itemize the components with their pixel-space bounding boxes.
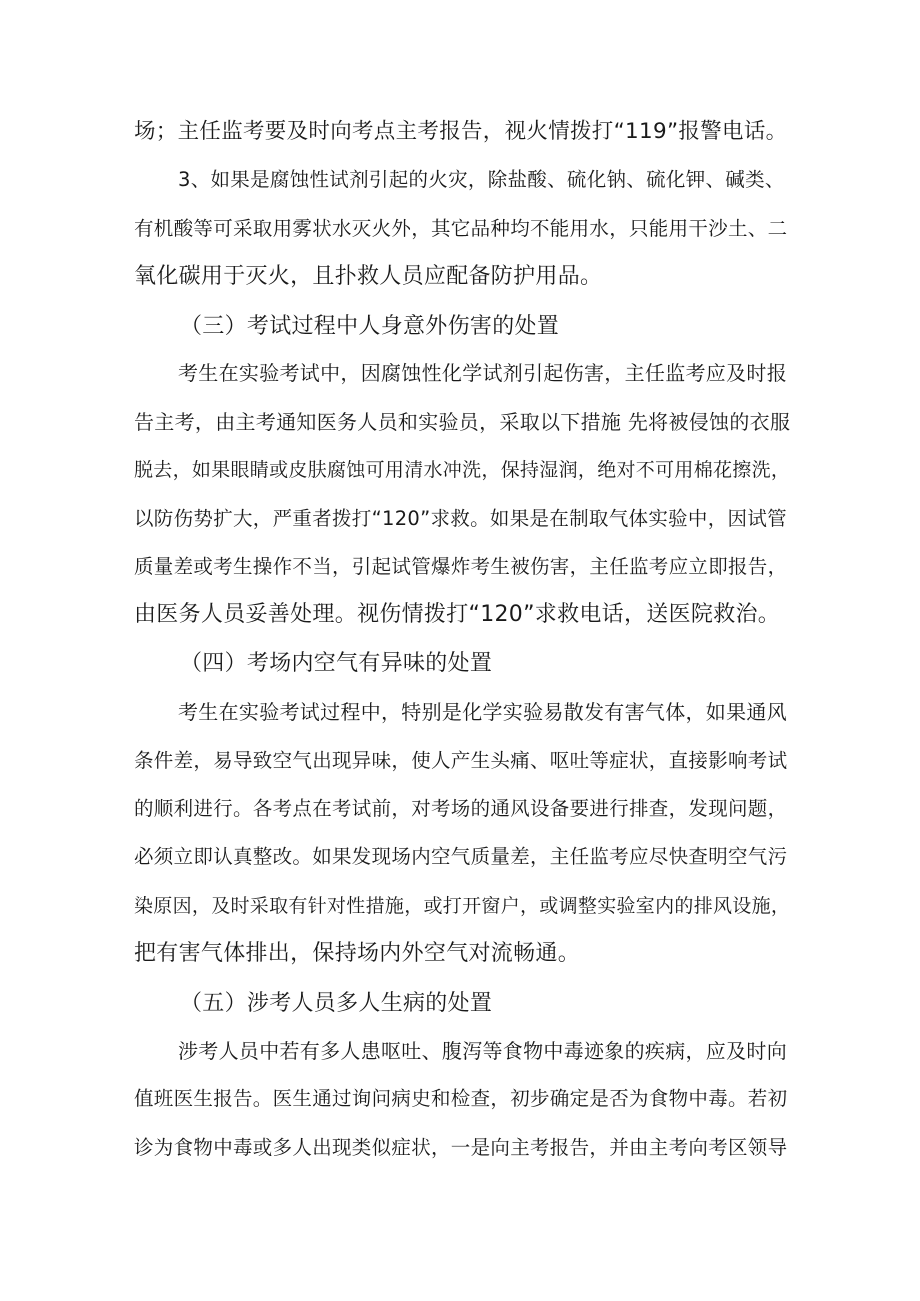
text-line: 诊为食物中毒或多人出现类似症状，一是向主考报告，并由主考向考区领导 — [134, 1136, 788, 1159]
text-line: 脱去，如果眼睛或皮肤腐蚀可用清水冲洗，保持湿润，绝对不可用棉花擦洗， — [134, 459, 791, 481]
text-line: 告主考，由主考通知医务人员和实验员，采取以下措施 先将被侵蚀的衣服 — [134, 410, 791, 434]
text-line: 有机酸等可采取用雾状水灭火外，其它品种均不能用水，只能用干沙土、二 — [134, 217, 788, 240]
text-line: 质量差或考生操作不当，引起试管爆炸考生被伤害，主任监考应立即报告， — [134, 555, 788, 578]
text-line: 由医务人员妥善处理。视伤情拨打“120”求救电话，送医院救治。 — [134, 602, 781, 627]
text-line: 染原因，及时采取有针对性措施，或打开窗户，或调整实验室内的排风设施， — [134, 895, 791, 917]
text-line: 3、如果是腐蚀性试剂引起的火灾，除盐酸、硫化钠、硫化钾、碱类、 — [178, 168, 785, 191]
text-line: 以防伤势扩大，严重者拨打“120”求救。如果是在制取气体实验中，因试管 — [134, 507, 787, 530]
text-line: 涉考人员中若有多人患呕吐、腹泻等食物中毒迹象的疾病，应及时向 — [178, 1039, 787, 1063]
text-line: 考生在实验考试过程中，特别是化学实验易散发有害气体，如果通风 — [178, 700, 787, 724]
text-line: 把有害气体排出，保持场内外空气对流畅通。 — [134, 941, 581, 966]
section-heading: （五）涉考人员多人生病的处置 — [180, 991, 493, 1016]
text-line: 考生在实验考试中，因腐蚀性化学试剂引起伤害，主任监考应及时报 — [178, 361, 787, 385]
text-line: 氧化碳用于灭火，且扑救人员应配备防护用品。 — [134, 264, 603, 289]
text-line: 场；主任监考要及时向考点主考报告，视火情拨打“119”报警电话。 — [134, 119, 788, 144]
text-line: 条件差，易导致空气出现异味，使人产生头痛、呕吐等症状，直接影响考试 — [134, 749, 788, 772]
text-line: 值班医生报告。医生通过询问病史和检查，初步确定是否为食物中毒。若初 — [134, 1087, 788, 1110]
section-heading: （四）考场内空气有异味的处置 — [180, 651, 493, 676]
text-line: 的顺利进行。各考点在考试前，对考场的通风设备要进行排查，发现问题， — [134, 797, 788, 820]
text-line: 必须立即认真整改。如果发现场内空气质量差，主任监考应尽快查明空气污 — [134, 845, 788, 868]
section-heading: （三）考试过程中人身意外伤害的处置 — [180, 314, 560, 339]
